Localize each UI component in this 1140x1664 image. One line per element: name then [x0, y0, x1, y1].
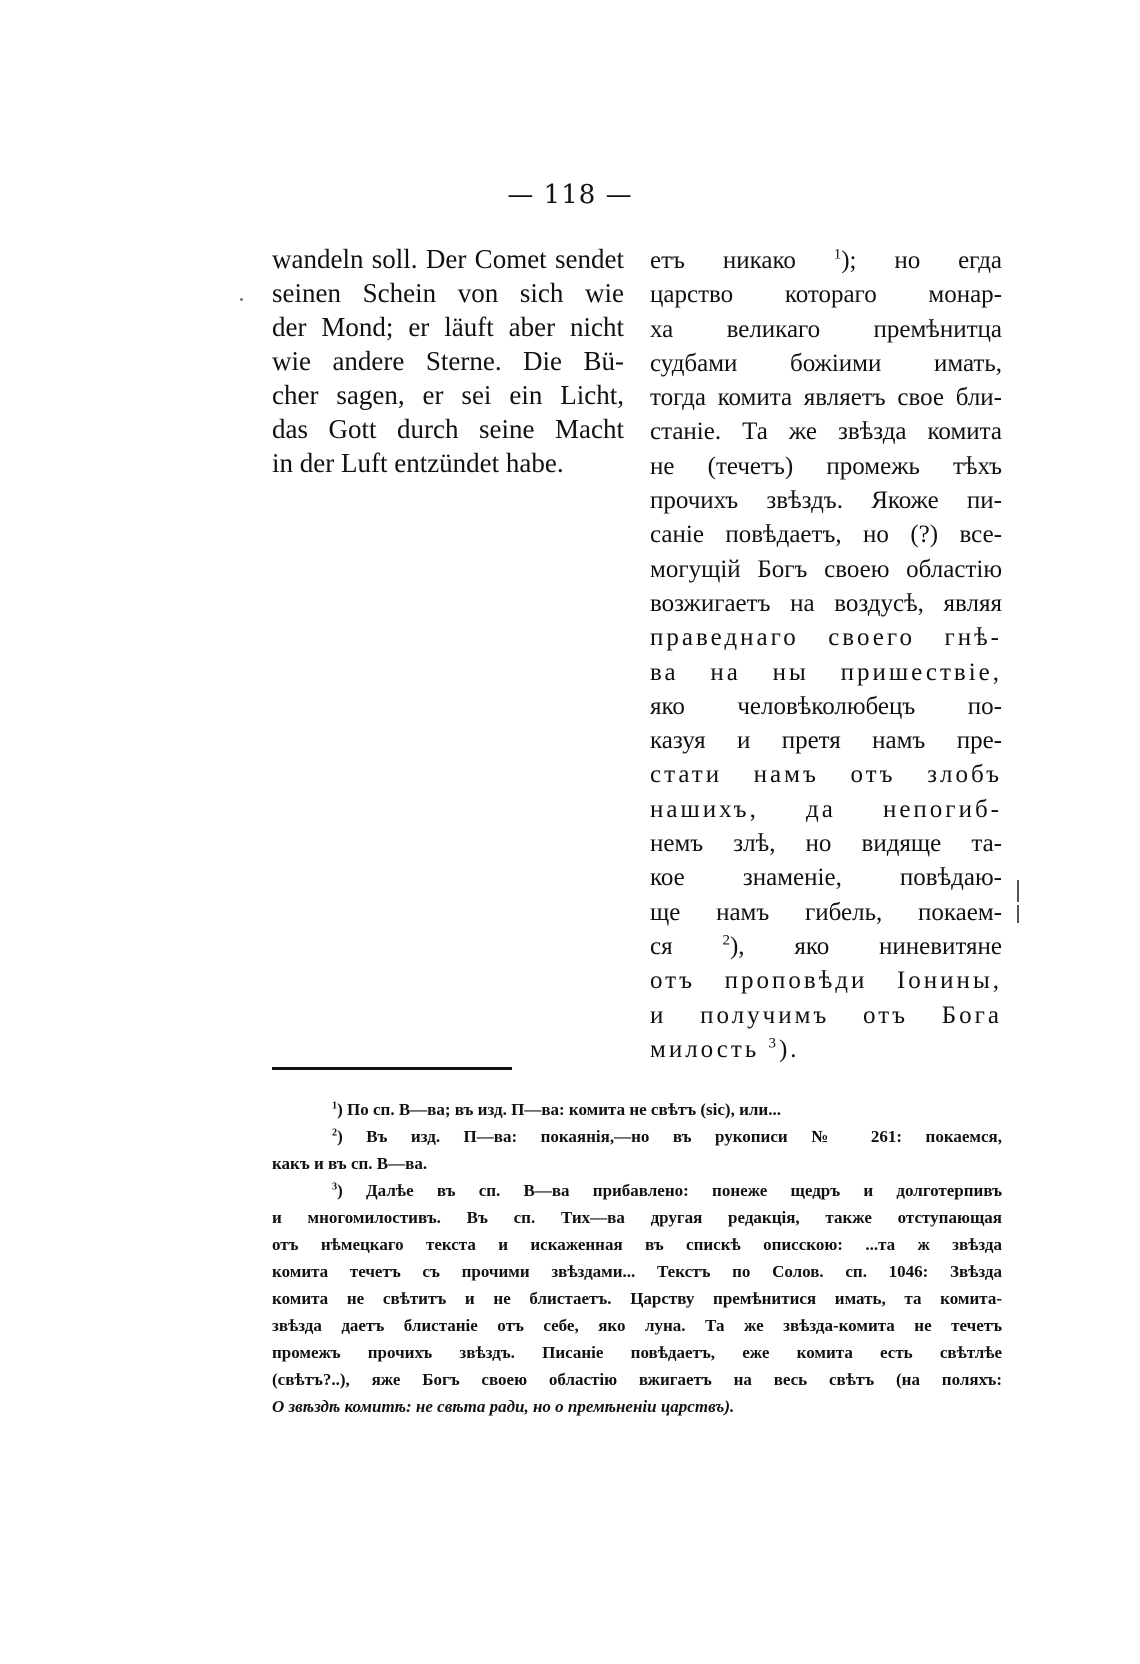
footnote-line: О звѣздѣ комитѣ: не свѣта ради, но о премѣненіи царствъ).: [272, 1397, 735, 1416]
russian-line: ва на ны пришествіе,: [650, 658, 1002, 686]
footnote-line: $^2$) Въ изд. П—ва: покаянія,—но въ рукописи № 261: покаемся,: [332, 1127, 1002, 1146]
russian-line: ще намъ гибель, покаем-: [650, 898, 1002, 926]
page-number: — 118 —: [507, 180, 633, 210]
german-line: in der Luft entzündet habe.: [272, 448, 564, 478]
russian-line: ха великаго премѣнитца: [650, 315, 1002, 343]
russian-line: ся $^2$), яко ниневитяне: [650, 932, 1003, 960]
german-line: der Mond; er läuft aber nicht: [272, 312, 624, 342]
russian-line: етъ никако $^1$); но егда: [650, 246, 1003, 274]
russian-text-column: [650, 244, 1002, 1067]
margin-mark: [1017, 905, 1019, 923]
russian-line: тогда комита являетъ свое бли-: [650, 384, 1002, 412]
russian-line: станіе. Та же звѣзда комита: [650, 418, 1002, 446]
russian-line: немъ злѣ, но видяще та-: [650, 830, 1002, 858]
german-line: das Gott durch seine Macht: [272, 414, 624, 444]
russian-line: отъ проповѣди Іонины,: [650, 967, 1002, 995]
footnote-ref-1: 1: [833, 246, 842, 263]
footnote-line: (свѣтъ?..), яже Богъ своею областію вжигаетъ на весь свѣтъ (на поляхъ:: [272, 1370, 1002, 1389]
german-line: seinen Schein von sich wie: [272, 278, 624, 308]
german-line: wandeln soll. Der Comet sendet: [272, 244, 624, 274]
footnote-separator: [272, 1067, 512, 1070]
footnote-line: отъ нѣмецкаго текста и искаженная въ спискѣ описскою: ...та ж звѣзда: [272, 1235, 1002, 1254]
russian-line: нашихъ, да непогиб-: [650, 795, 1002, 823]
footnotes: [272, 1096, 1002, 1420]
footnote-line: комита течетъ съ прочими звѣздами... Текстъ по Солов. сп. 1046: Звѣзда: [272, 1262, 1002, 1281]
russian-line: не (течетъ) промежь тѣхъ: [650, 452, 1002, 480]
russian-line: стати намъ отъ злобъ: [650, 761, 1002, 789]
russian-line: саніе повѣдаетъ, но (?) все-: [650, 521, 1002, 549]
footnote-ref-3: 3: [768, 1035, 779, 1052]
german-line: cher sagen, er sei ein Licht,: [272, 380, 624, 410]
russian-line: кое знаменіе, повѣдаю-: [650, 864, 1002, 892]
russian-line: милость $^3$).: [650, 1035, 800, 1063]
german-text-column: [272, 242, 624, 480]
russian-line: яко человѣколюбецъ по-: [650, 692, 1002, 720]
footnote-line: комита не свѣтитъ и не блистаетъ. Царству премѣнитися имать, та комита-: [272, 1289, 1002, 1308]
russian-line: праведнаго своего гнѣ-: [650, 624, 1002, 652]
margin-dot: [240, 298, 243, 301]
footnote-ref-2: 2: [722, 932, 730, 949]
footnote-line: какъ и въ сп. В—ва.: [272, 1154, 428, 1173]
russian-line: возжигаетъ на воздусѣ, являя: [650, 589, 1002, 617]
german-line: wie andere Sterne. Die Bü-: [272, 346, 624, 376]
russian-line: могущій Богъ своею областію: [650, 555, 1002, 583]
footnote-line: и многомилостивъ. Въ сп. Тих—ва другая редакція, также отступающая: [272, 1208, 1002, 1227]
footnote-2: [272, 1123, 1002, 1177]
russian-line: прочихъ звѣздъ. Якоже пи-: [650, 487, 1002, 515]
russian-line: и получимъ отъ Бога: [650, 1001, 1002, 1029]
russian-line: судбами божіими имать,: [650, 349, 1002, 377]
footnote-3: [272, 1177, 1002, 1420]
footnote-line: промежъ прочихъ звѣздъ. Писаніе повѣдаетъ, еже комита есть свѣтлѣе: [272, 1343, 1002, 1362]
footnote-1: [272, 1096, 1002, 1123]
footnote-line: $^1$) По сп. В—ва; въ изд. П—ва: комита не свѣтъ (sic), или...: [332, 1100, 781, 1119]
footnote-line: $^3$) Далѣе въ сп. В—ва прибавлено: понеже щедръ и долготерпивъ: [332, 1181, 1002, 1200]
russian-line: казуя и претя намъ пре-: [650, 727, 1002, 755]
margin-mark: [1017, 880, 1019, 902]
russian-line: царство котораго монар-: [650, 281, 1002, 309]
footnote-line: звѣзда даетъ блистаніе отъ себе, яко луна. Та же звѣзда-комита не течетъ: [272, 1316, 1002, 1335]
